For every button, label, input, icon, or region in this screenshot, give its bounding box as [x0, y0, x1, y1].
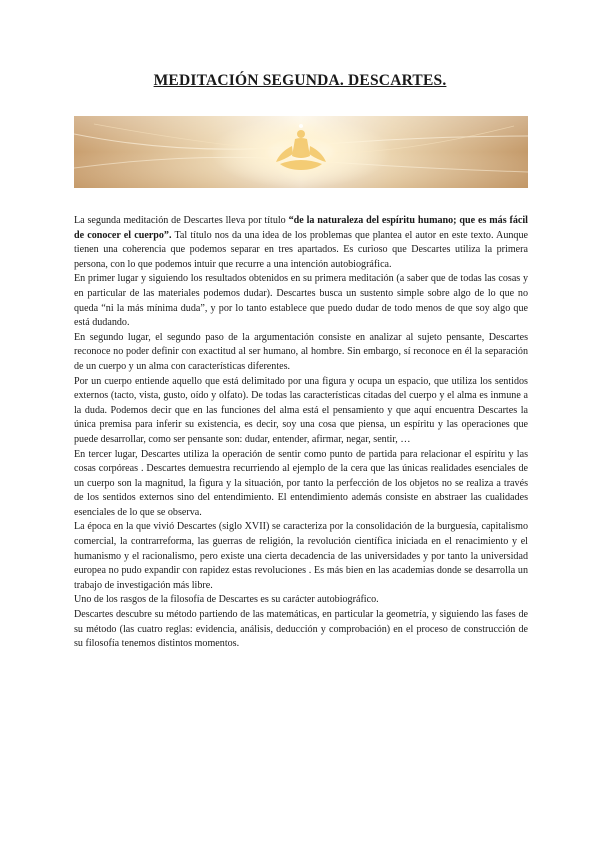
- paragraph-first-point: En primer lugar y siguiendo los resultados obtenidos en su primera meditación (a saber que de todas las cosas y en particular de las materiales podemos dudar). Descartes busca un sustento simple sobre algo de lo que no queda “ni la más mínima duda”, y por lo tanto establece que puedo dudar de todo menos de que soy algo que está dudando.: [74, 273, 528, 329]
- meditation-banner-image: [74, 116, 528, 188]
- paragraph-autobiographical: Uno de los rasgos de la filosofía de Descartes es su carácter autobiográfico.: [74, 594, 379, 606]
- paragraph-historical-context: La época en la que vivió Descartes (siglo XVII) se caracteriza por la consolidación de la burguesía, capitalismo comercial, la contrarreforma, las guerras de religión, la revolución científica iniciada en el renacimiento y el humanismo y el racionalismo, pero existe una cierta decadencia de las universidades y por tanto la universidad europea no pudo expandir con rapidez estas revoluciones . Es más bien en las academias donde se desarrolla un trabajo de investigación más libre.: [74, 521, 528, 591]
- intro-text-start: La segunda meditación de Descartes lleva por título: [74, 215, 289, 226]
- document-body: [74, 214, 528, 652]
- intro-text-end: Tal título nos da una idea de los problemas que plantea el autor en este texto. Aunque tienen una coherencia que podemos separar en tres apartados. Es curioso que Descartes utiliza la primera persona, con lo que podemos intuir que recurre a una intención autobiográfica.: [74, 229, 528, 270]
- meditation-subtitle-quote: “de la naturaleza del espíritu humano; que es más fácil de conocer el cuerpo”.: [74, 215, 528, 241]
- paragraph-body-definition: Por un cuerpo entiende aquello que está delimitado por una figura y ocupa un espacio, que utiliza los sentidos externos (tacto, vista, gusto, oído y olfato). De todas las características citadas del cuerpo y el alma es inmune a la duda. Podemos decir que en las funciones del alma está el pensamiento y que aquí encuentra Descartes la única premisa para inferir su existencia, es decir, soy una cosa que piensa, un espíritu y las operaciones que puede desarrollar, como ser pensante son: dudar, entender, afirmar, negar, sentir, …: [74, 375, 528, 445]
- document-title: MEDITACIÓN SEGUNDA. DESCARTES.: [153, 72, 447, 89]
- meditating-figure-icon: [74, 116, 528, 188]
- paragraph-method: Descartes descubre su método partiendo de las matemáticas, en particular la geometría, y siguiendo las fases de su método (las cuatro reglas: evidencia, análisis, deducción y comprobación) en el proceso de construcción de su filosofía tenemos distintos momentos.: [74, 609, 528, 650]
- paragraph-second-point: En segundo lugar, el segundo paso de la argumentación consiste en analizar al sujeto pensante, Descartes reconoce no poder definir con exactitud al ser humano, al hombre. Sin embargo, sí reconoce en él la separación de un cuerpo y un alma con características diferentes.: [74, 331, 528, 372]
- paragraph-third-point: En tercer lugar, Descartes utiliza la operación de sentir como punto de partida para relacionar el espíritu y las cosas corpóreas . Descartes demuestra recurriendo al ejemplo de la cera que las únicas realidades esenciales de un cuerpo son la magnitud, la figura y la situación, por tanto la perfección de los objetos no se realiza a través de los sentidos externos sino del entendimiento. El entendimiento además consiste en abstraer las cualidades esenciales de lo que se observa.: [74, 448, 528, 518]
- paragraph-intro: [74, 214, 528, 272]
